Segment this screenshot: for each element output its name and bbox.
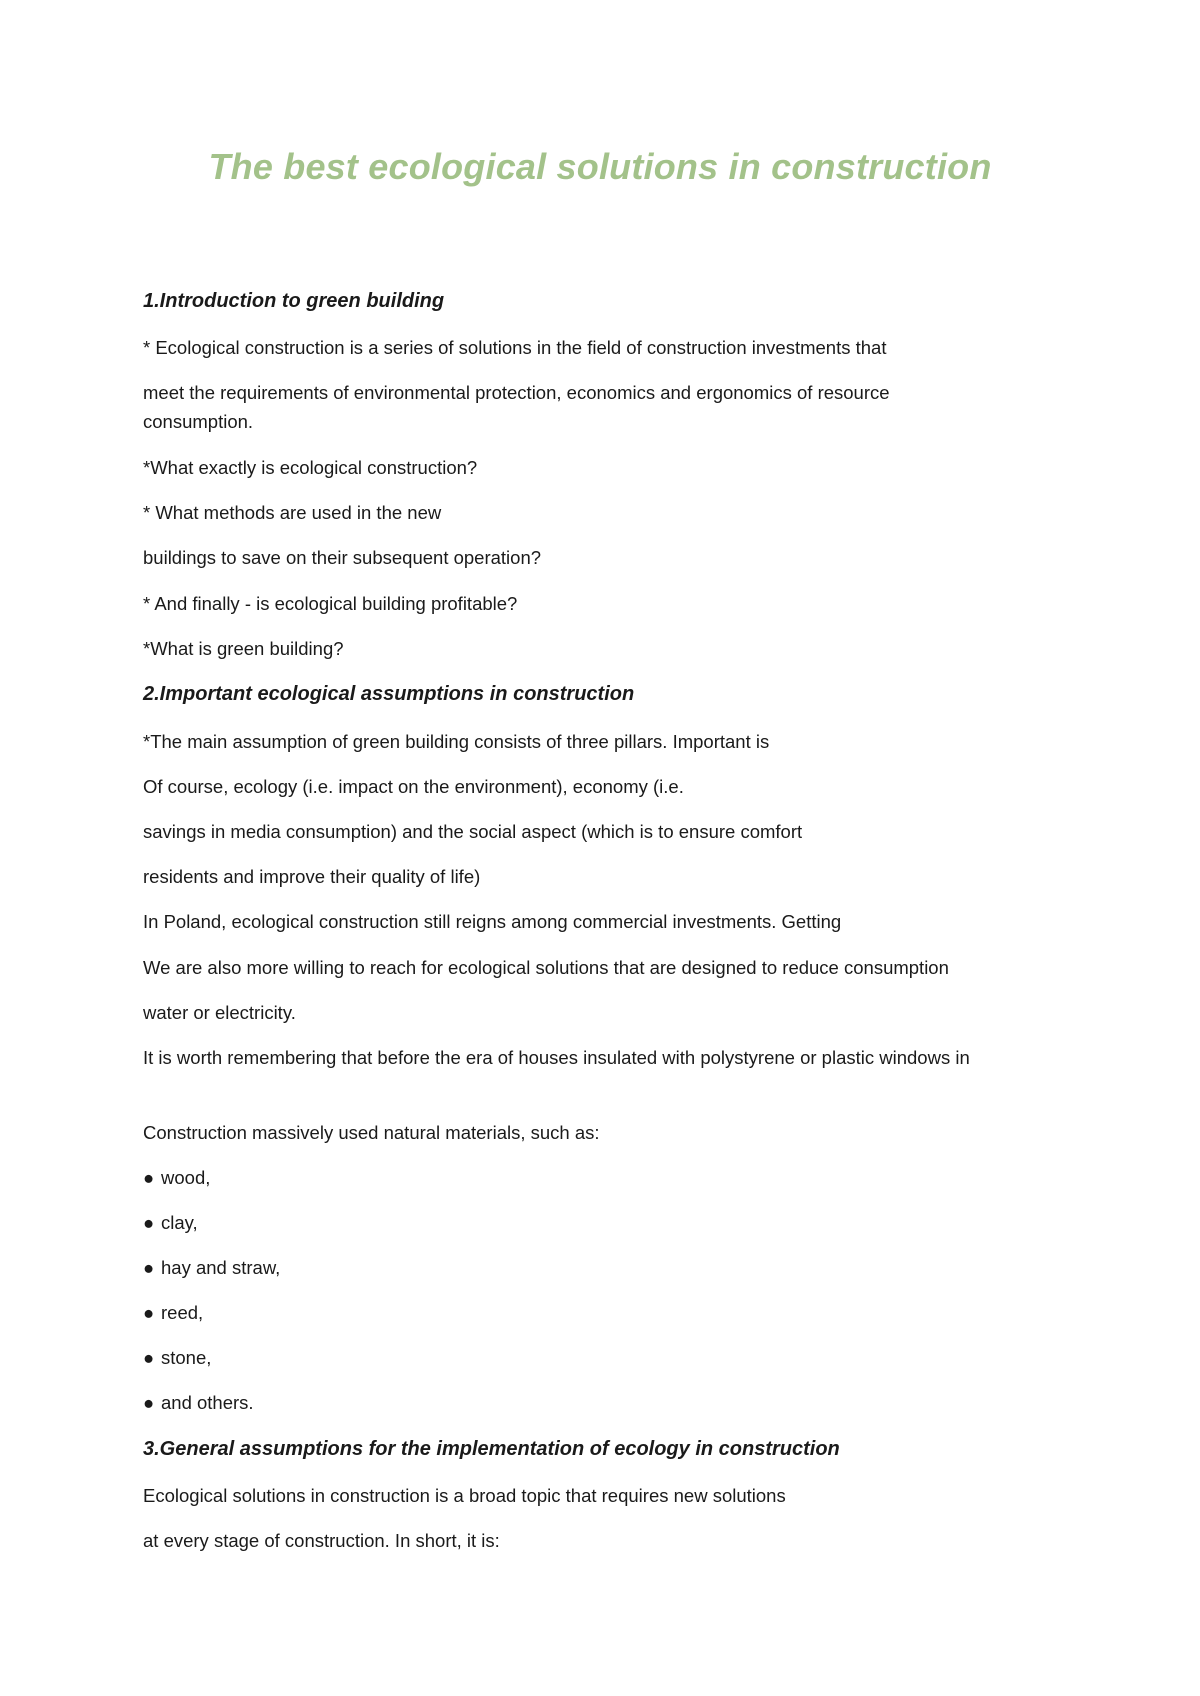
- document-title: The best ecological solutions in construction: [208, 146, 992, 187]
- section-2-heading: 2.Important ecological assumptions in construction: [143, 683, 635, 705]
- list-item: [143, 1208, 1063, 1237]
- section-2-line-3: savings in media consumption) and the social aspect (which is to ensure comfort: [143, 821, 803, 842]
- section-1-line-6: * And finally - is ecological building profitable?: [143, 593, 518, 614]
- list-item-label: and others.: [161, 1392, 254, 1413]
- section-3-heading: 3.General assumptions for the implementation of ecology in construction: [143, 1438, 840, 1460]
- section-3-line-1: Ecological solutions in construction is a broad topic that requires new solutions: [143, 1485, 786, 1506]
- section-1-line-4: * What methods are used in the new: [143, 502, 442, 523]
- section-3-line-2: at every stage of construction. In short, it is:: [143, 1530, 500, 1551]
- list-item: [143, 1163, 1063, 1192]
- section-1-line-2: meet the requirements of environmental protection, economics and ergonomics of resource consumption.: [143, 382, 890, 432]
- section-2-line-7: water or electricity.: [143, 1002, 296, 1023]
- bullet-icon: ●: [143, 1212, 155, 1233]
- section-2-line-5: In Poland, ecological construction still reigns among commercial investments. Getting: [143, 911, 842, 932]
- section-1-line-3: *What exactly is ecological construction?: [143, 457, 478, 478]
- list-item: [143, 1388, 1063, 1417]
- bullet-icon: ●: [143, 1302, 155, 1323]
- section-1-heading: 1.Introduction to green building: [143, 290, 445, 312]
- bullet-icon: ●: [143, 1392, 155, 1413]
- list-item-label: wood,: [161, 1167, 211, 1188]
- section-2-line-4: residents and improve their quality of life): [143, 866, 481, 887]
- list-item-label: hay and straw,: [161, 1257, 281, 1278]
- list-item: [143, 1253, 1063, 1282]
- bullet-icon: ●: [143, 1257, 155, 1278]
- bullet-icon: ●: [143, 1347, 155, 1368]
- list-item-label: stone,: [161, 1347, 212, 1368]
- list-item: [143, 1298, 1063, 1327]
- section-1-line-1: * Ecological construction is a series of solutions in the field of construction investments that: [143, 337, 887, 358]
- section-2-line-1: *The main assumption of green building consists of three pillars. Important is: [143, 731, 770, 752]
- section-2-line-2: Of course, ecology (i.e. impact on the environment), economy (i.e.: [143, 776, 684, 797]
- section-1-line-7: *What is green building?: [143, 638, 344, 659]
- section-2-line-9: Construction massively used natural materials, such as:: [143, 1122, 600, 1143]
- list-item-label: clay,: [161, 1212, 198, 1233]
- section-1-line-5: buildings to save on their subsequent operation?: [143, 547, 542, 568]
- list-item: [143, 1343, 1063, 1372]
- section-2-line-8: It is worth remembering that before the era of houses insulated with polystyrene or plastic windows in: [143, 1047, 970, 1068]
- section-2-line-6: We are also more willing to reach for ecological solutions that are designed to reduce consumption: [143, 957, 949, 978]
- list-item-label: reed,: [161, 1302, 204, 1323]
- bullet-icon: ●: [143, 1167, 155, 1188]
